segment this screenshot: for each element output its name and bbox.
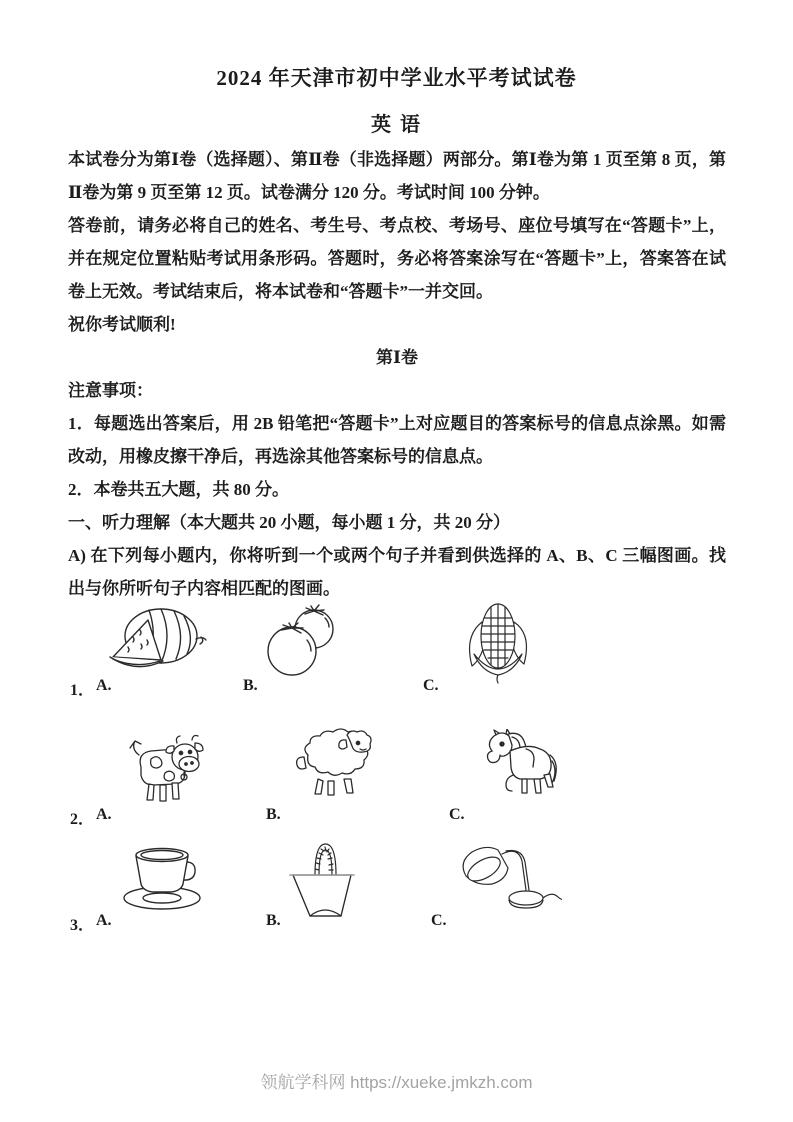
notes-heading: 注意事项： [68,381,153,400]
horse-image [482,729,558,803]
sheep-image [292,727,374,800]
subject-title: 英 语 [371,114,422,136]
question-1-option-b-label: B. [243,677,258,694]
page-title: 2024 年天津市初中学业水平考试试卷 [216,66,577,90]
part-1-heading: 一、听力理解（本大题共 20 小题，每小题 1 分，共 20 分） [68,513,510,532]
question-3-option-c-label: C. [431,912,447,929]
question-3-number: 3． [70,917,95,934]
teacup-image [120,840,204,914]
tomatoes-image [262,604,342,678]
question-3-option-b-label: B. [266,912,281,929]
intro-paragraph-2: 答卷前，请务必将自己的姓名、考生号、考点校、考场号、座位号填写在“答题卡”上，并在规定位置粘贴考试用条形码。答题时，务必将答案涂写在“答题卡”上，答案答在试卷上无效。考试结束后，将本试卷和“答题卡”一并交回。 [68,216,726,301]
question-1-option-c-label: C. [423,677,439,694]
intro-paragraph-1: 本试卷分为第Ⅰ卷（选择题）、第Ⅱ卷（非选择题）两部分。第Ⅰ卷为第 1 页至第 8 页，第Ⅱ卷为第 9 页至第 12 页。试卷满分 120 分。考试时间 100 分钟。 [68,150,726,202]
question-2-option-a-label: A. [96,806,112,823]
question-1-number: 1． [70,682,95,699]
corn-image [462,598,534,684]
part-a-instructions: A) 在下列每小题内，你将听到一个或两个句子并看到供选择的 A、B、C 三幅图画。找出与你所听句子内容相匹配的图画。 [68,546,726,598]
question-2-option-b-label: B. [266,806,281,823]
section-1-heading: 第Ⅰ卷 [376,348,418,367]
question-2-number: 2． [70,811,95,828]
question-1-option-a-label: A. [96,677,112,694]
note-2: 2．本卷共五大题，共 80 分。 [68,480,289,499]
good-luck-line: 祝你考试顺利! [68,315,176,334]
note-1: 1．每题选出答案后，用 2B 铅笔把“答题卡”上对应题目的答案标号的信息点涂黑。如需改动，用橡皮擦干净后，再选涂其他答案标号的信息点。 [68,414,726,466]
cow-image [127,731,205,805]
desk-lamp-image [456,842,562,920]
watermelon-image [103,603,208,675]
watermark-footer: 领航学科网 https://xueke.jmkzh.com [260,1073,533,1092]
question-3-option-a-label: A. [96,912,112,929]
body-text [68,143,726,605]
tote-bag-image [288,842,356,918]
question-2-option-c-label: C. [449,806,465,823]
